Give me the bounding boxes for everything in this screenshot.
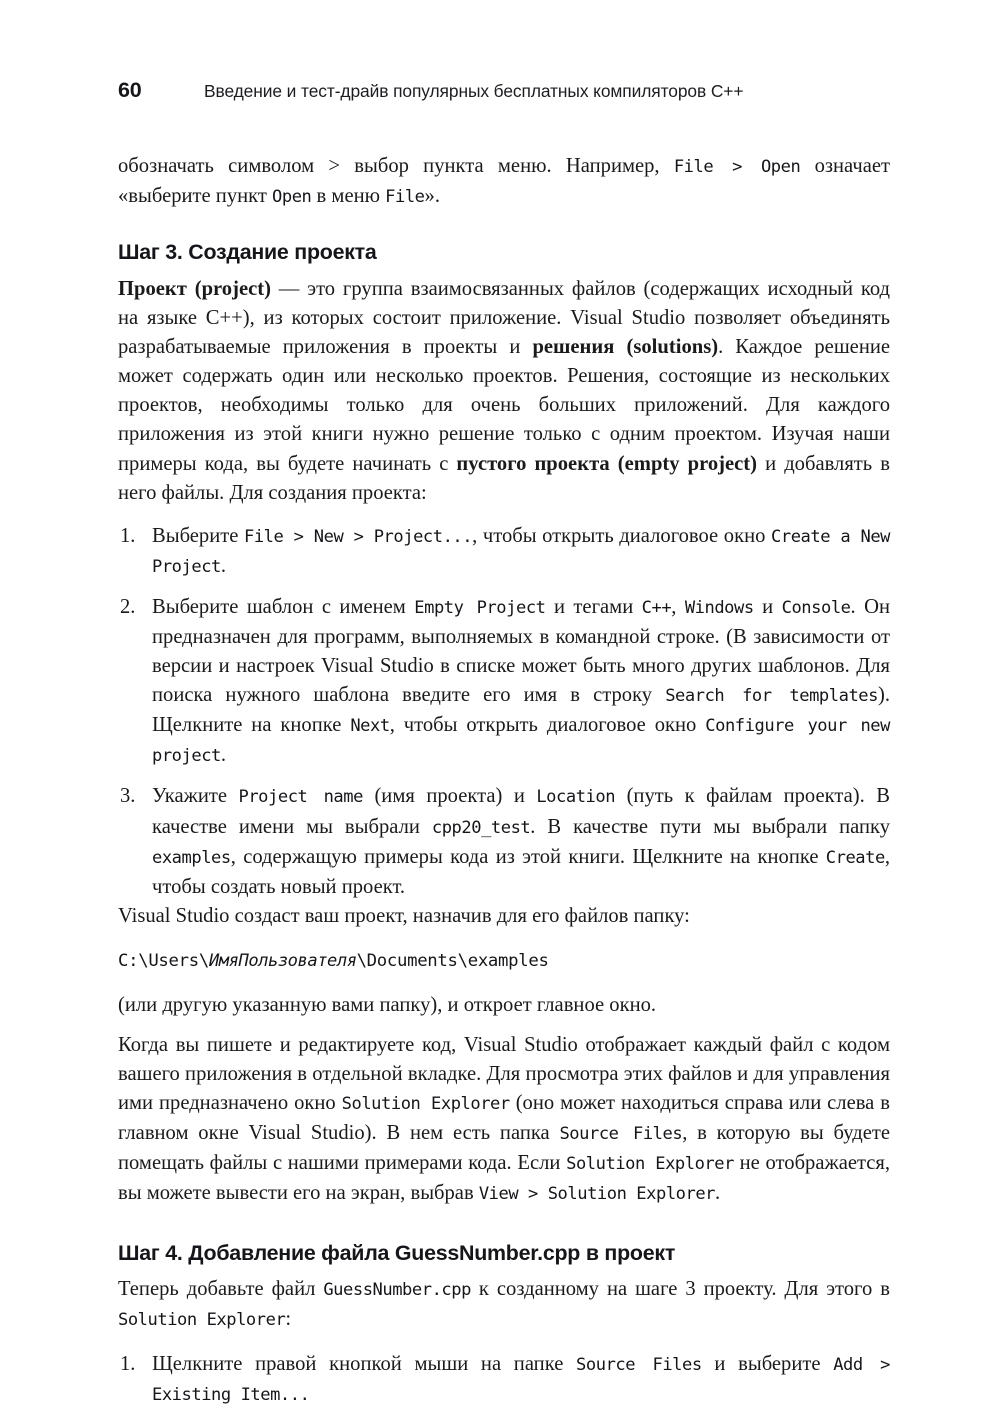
list-item <box>118 782 890 901</box>
se-code-source-files: Source Files <box>559 1124 683 1145</box>
inline-code: Empty Project <box>414 597 546 618</box>
intro-code-file-open: File > Open <box>673 157 801 177</box>
inline-code: Project name <box>238 787 363 808</box>
inline-code: Add > Existing Item... <box>152 1354 900 1405</box>
inline-code: File > New > Project... <box>243 526 473 547</box>
running-head <box>118 78 890 103</box>
list-item-text: Укажите <box>152 785 239 808</box>
se-text-5: . <box>715 1182 721 1205</box>
inline-code: Console <box>781 597 851 618</box>
step3-text-1: — это группа взаимосвязанных файлов (содержащих исходный код на языке C++), из которых состоит приложение. Visual Studio позволяет объединять разрабатываемые приложения в проекты и <box>118 277 890 359</box>
step4-text-3: : <box>285 1308 292 1331</box>
step3-after-list-paragraph: Visual Studio создаст ваш проект, назначив для его файлов папку: <box>118 904 690 927</box>
intro-text-1: обозначать символом > выбор пункта меню. Например, <box>118 155 674 177</box>
project-path-line <box>118 951 890 971</box>
list-item-marker: 1. <box>120 1352 136 1375</box>
step4-code-solution-explorer: Solution Explorer <box>118 1310 286 1331</box>
list-item <box>118 593 900 772</box>
path-prefix: C:\Users\ <box>118 950 209 971</box>
list-item-text: и выберите <box>701 1352 834 1375</box>
inline-code: Search for templates <box>665 686 878 707</box>
se-code-solution-explorer-1: Solution Explorer <box>341 1094 510 1115</box>
step4-code-guessnumber: GuessNumber.cpp <box>323 1280 471 1301</box>
list-item-marker: 2. <box>120 595 136 618</box>
step4-text-1: Теперь добавьте файл <box>118 1278 324 1301</box>
inline-code: Location <box>536 787 616 808</box>
inline-code: Next <box>350 716 390 737</box>
step3-after-path-paragraph: (или другую указанную вами папку), и откроет главное окно. <box>118 993 657 1016</box>
intro-paragraph <box>118 152 890 212</box>
se-text-1: Когда вы пишете и редактируете код, Visual Studio отображает каждый файл с кодом вашего приложения в отдельной вкладке. Для просмотра этих файлов и для управления ими предназначено окно <box>118 1034 890 1115</box>
se-text-4: не отображается, вы можете вывести его на экран, выбрав <box>118 1152 891 1205</box>
step3-list <box>118 522 900 902</box>
list-item-marker: 3. <box>120 785 136 808</box>
list-item-text: , чтобы открыть диалоговое окно <box>472 524 772 547</box>
inline-code: Windows <box>684 597 754 618</box>
list-item-text: , чтобы открыть диалоговое окно <box>389 714 706 737</box>
list-item-text: ). Щелкните на кнопке <box>152 684 890 737</box>
intro-text-4: ». <box>424 185 440 208</box>
list-item-text: и тегами <box>545 595 642 618</box>
heading-step-3: Шаг 3. Создание проекта <box>118 240 377 265</box>
heading-step-4: Шаг 4. Добавление файла GuessNumber.cpp в проект <box>118 1240 676 1265</box>
se-text-2: (оно может находиться справа или слева в главном окне Visual Studio). В нем есть папка <box>118 1092 890 1145</box>
list-item <box>118 522 900 582</box>
inline-code: C++ <box>641 597 672 618</box>
list-item-text: Щелкните правой кнопкой мыши на папке <box>152 1352 577 1375</box>
intro-code-open: Open <box>272 187 312 208</box>
step4-list <box>118 1350 900 1410</box>
chapter-title: Введение и тест-драйв популярных бесплатных компиляторов C++ <box>204 81 744 101</box>
intro-code-file: File <box>385 187 425 208</box>
step4-text-2: к созданному на шаге 3 проекту. Для этого в <box>470 1278 890 1301</box>
list-item-text: (путь к файлам проекта). В качестве имени мы выбрали <box>152 785 890 838</box>
intro-text-2: означает «выберите пункт <box>118 155 890 208</box>
inline-code: Create a New Project <box>152 526 900 577</box>
list-item-text: Выберите шаблон с именем <box>152 595 415 618</box>
se-text-3: , в которую вы будете помещать файлы с нашими примерами кода. Если <box>118 1122 890 1175</box>
text-column <box>118 152 900 1410</box>
list-item-text: Выберите <box>152 524 244 547</box>
list-item-text: . <box>220 554 227 577</box>
list-item-text: . Он предназначен для программ, выполняемых в командной строке. (В зависимости от версии и настроек Visual Studio в списке может быть много других шаблонов. Для поиска нужного шаблона введите его имя в строку <box>152 595 891 707</box>
term-solutions: решения (solutions) <box>532 336 719 359</box>
list-item-text: (имя проекта) и <box>362 785 537 808</box>
list-item-text: . <box>220 744 227 767</box>
inline-code: Create <box>825 847 885 868</box>
inline-code: Source Files <box>576 1354 702 1375</box>
list-item-text: . В качестве пути мы выбрали папку <box>530 815 890 838</box>
path-username-placeholder: ИмяПользователя <box>208 950 357 971</box>
list-item-text: , содержащую примеры кода из этой книги. Щелкните на кнопке <box>230 845 826 868</box>
inline-code: examples <box>152 847 231 868</box>
page-number: 60 <box>118 78 142 102</box>
inline-code: Configure your new project <box>152 716 900 767</box>
term-project: Проект (project) <box>118 277 271 300</box>
list-item <box>118 1350 900 1410</box>
list-item-text: и <box>753 595 782 618</box>
step4-paragraph <box>118 1275 890 1335</box>
solution-explorer-paragraph <box>118 1031 890 1210</box>
intro-text-3: в меню <box>311 185 386 208</box>
se-code-view-solution-explorer: View > Solution Explorer <box>478 1184 716 1205</box>
path-suffix: \Documents\examples <box>356 950 549 971</box>
term-empty-project: пустого проекта (empty project) <box>456 452 758 475</box>
step3-text-2: . Каждое решение может содержать один или несколько проектов. Решения, состоящие из нескольких проектов, необходимы только для очень больших приложений. Для каждого приложения из этой книги нужно решение только с одним проектом. Изучая наши примеры кода, вы будете начинать с <box>118 336 890 475</box>
list-item-text: , <box>671 595 685 618</box>
se-code-solution-explorer-2: Solution Explorer <box>566 1154 734 1175</box>
list-item-text: , чтобы создать новый проект. <box>152 845 890 898</box>
step3-text-3: и добавлять в него файлы. Для создания проекта: <box>118 452 890 504</box>
inline-code: cpp20_test <box>431 817 531 838</box>
step3-paragraph <box>118 275 890 508</box>
list-item-marker: 1. <box>120 524 136 547</box>
